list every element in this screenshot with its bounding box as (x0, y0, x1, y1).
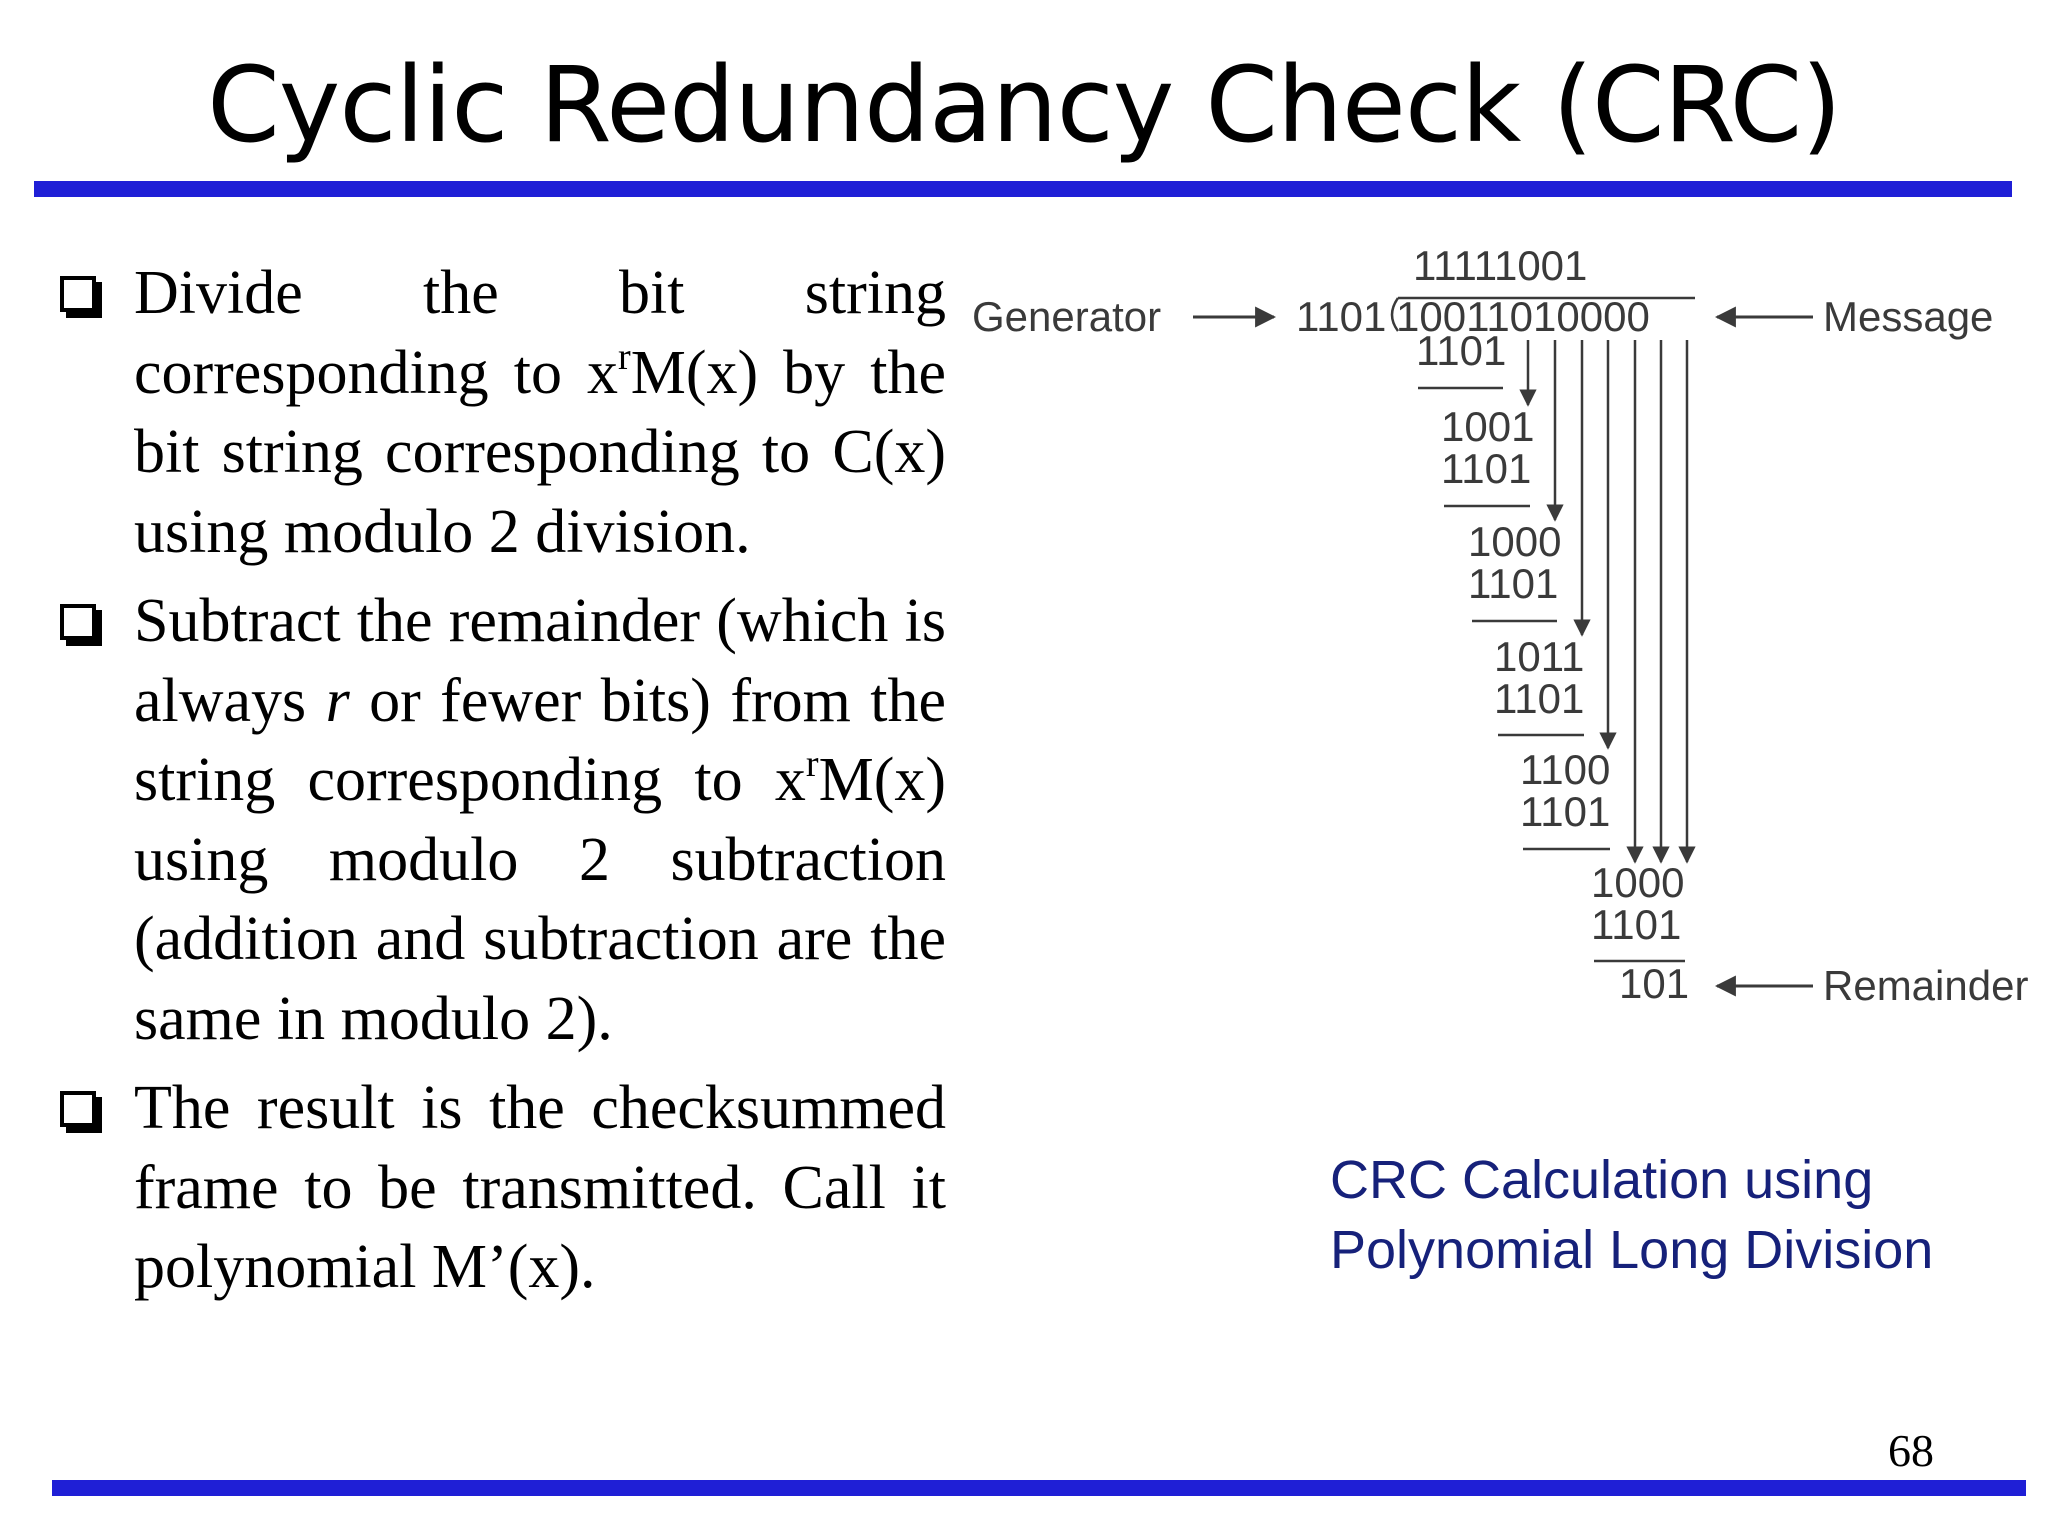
bullet-text: Divide the bit string corresponding to x (134, 259, 946, 407)
superscript: r (805, 743, 819, 786)
quotient: 11111001 (1413, 242, 1588, 289)
bullet-text: The result is the checksummed frame to be transmitted. Call it polynomial M’(x). (134, 1074, 946, 1301)
generator-label: Generator (972, 293, 1162, 340)
superscript: r (618, 335, 631, 378)
step-subtrahend: 1101 (1468, 560, 1559, 607)
bullet-text: Subtract the remainder (which is always (134, 587, 946, 735)
step-subtrahend: 1101 (1494, 675, 1585, 722)
step-subtrahend: 1101 (1520, 788, 1611, 835)
bullet-item (56, 254, 946, 572)
step-subtrahend: 1101 (1591, 901, 1682, 948)
checkbox-bullet-icon (60, 276, 96, 312)
bullet-item (56, 1069, 946, 1308)
step-value: 1000 (1591, 859, 1685, 906)
page-number: 68 (1888, 1425, 1934, 1476)
footer-divider (52, 1480, 2026, 1496)
diagram-caption (1330, 1145, 2030, 1285)
italic-variable: r (325, 666, 350, 735)
message-label: Message (1823, 293, 1994, 340)
step-value: 1100 (1520, 746, 1611, 793)
caption-line: CRC Calculation using (1330, 1150, 1874, 1210)
bullet-item (56, 582, 946, 1059)
bullet-text: or fewer bits) from the string corresponding to x (134, 666, 946, 814)
caption-line: Polynomial Long Division (1330, 1220, 1934, 1280)
checkbox-bullet-icon (60, 1091, 96, 1127)
step-subtrahend: 1101 (1441, 445, 1532, 492)
bullet-text: M(x) using modulo 2 subtraction (addition and subtraction are the same in modulo 2). (134, 746, 946, 1053)
step-value: 1001 (1441, 403, 1535, 450)
step-value: 1011 (1494, 633, 1585, 680)
step-subtrahend: 1101 (1416, 327, 1507, 374)
dividend: 10011010000 (1396, 293, 1650, 340)
bullet-text: M(x) by the bit string corresponding to C(x) using modulo 2 division. (134, 338, 946, 566)
title-divider (34, 181, 2012, 197)
bullet-list (56, 254, 946, 1318)
slide-title: Cyclic Redundancy Check (CRC) (207, 44, 1841, 166)
divisor: 1101 (1296, 293, 1387, 340)
remainder-label: Remainder (1823, 962, 2029, 1009)
crc-division-diagram (960, 235, 2048, 1035)
step-value: 1000 (1468, 518, 1562, 565)
remainder-value: 101 (1619, 960, 1690, 1007)
checkbox-bullet-icon (60, 604, 96, 640)
